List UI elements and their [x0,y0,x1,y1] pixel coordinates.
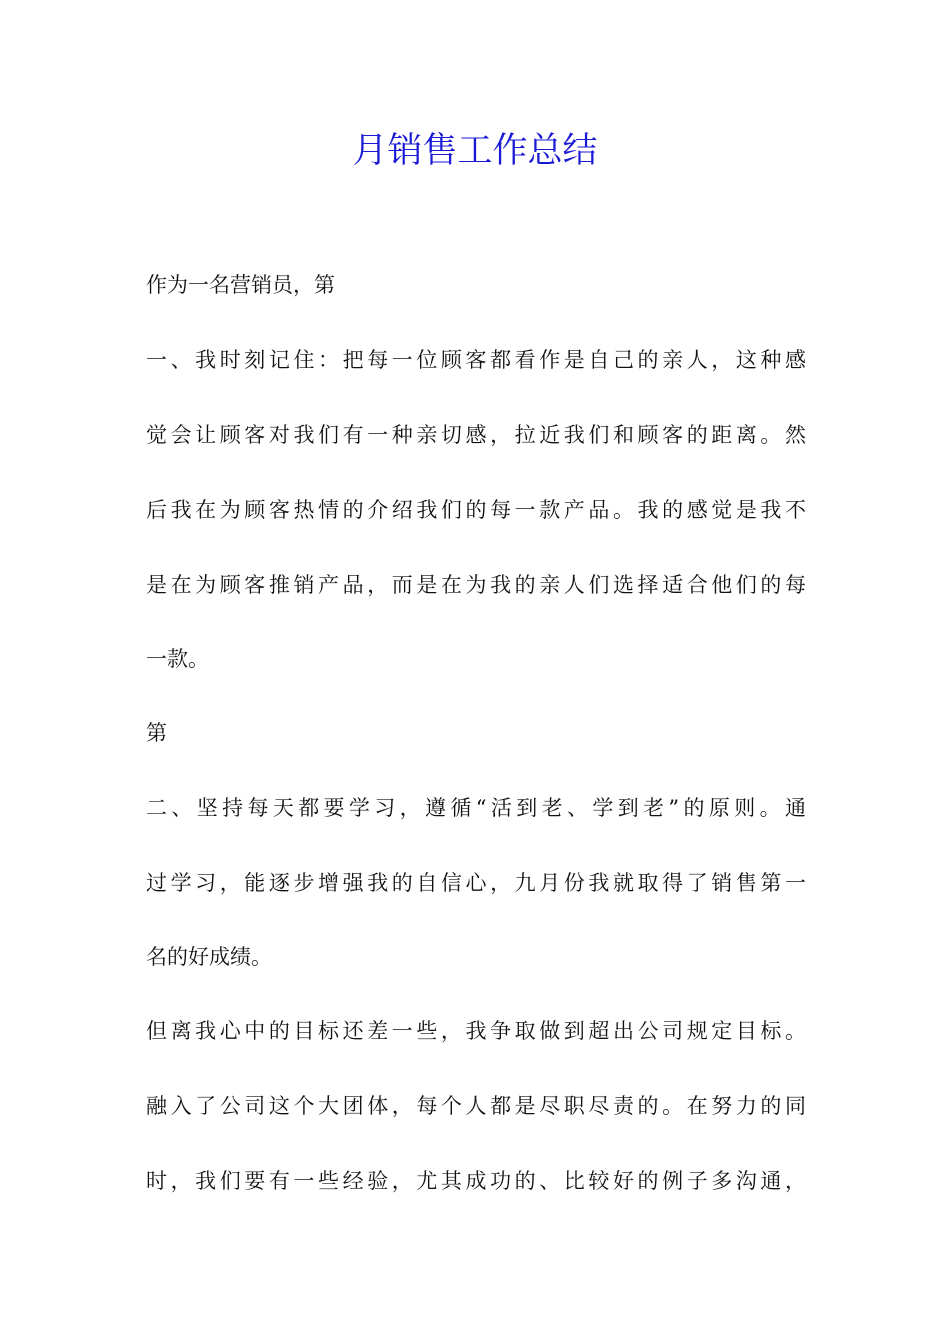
paragraph-line: 名的好成绩。 [146,945,272,969]
paragraph-line: 融入了公司这个大团体，每个人都是尽职尽责的。在努力的同 [146,1094,806,1118]
paragraph-line: 一款。 [146,647,209,671]
paragraph-line: 第 [146,721,167,745]
paragraph-line: 过学习，能逐步增强我的自信心，九月份我就取得了销售第一 [146,871,806,895]
paragraph-line: 时，我们要有一些经验，尤其成功的、比较好的例子多沟通， [146,1169,806,1193]
paragraph-line: 二、坚持每天都要学习，遵循“活到老、学到老”的原则。通 [146,796,806,820]
paragraph-line: 是在为顾客推销产品，而是在为我的亲人们选择适合他们的每 [146,573,806,597]
paragraph-line: 一、我时刻记住：把每一位顾客都看作是自己的亲人，这种感 [146,348,806,372]
paragraph-line: 作为一名营销员，第 [146,273,335,297]
document-title: 月销售工作总结 [352,131,598,171]
paragraph-line: 后我在为顾客热情的介绍我们的每一款产品。我的感觉是我不 [146,498,806,522]
paragraph-line: 觉会让顾客对我们有一种亲切感，拉近我们和顾客的距离。然 [146,423,806,447]
paragraph-line: 但离我心中的目标还差一些，我争取做到超出公司规定目标。 [146,1019,806,1043]
